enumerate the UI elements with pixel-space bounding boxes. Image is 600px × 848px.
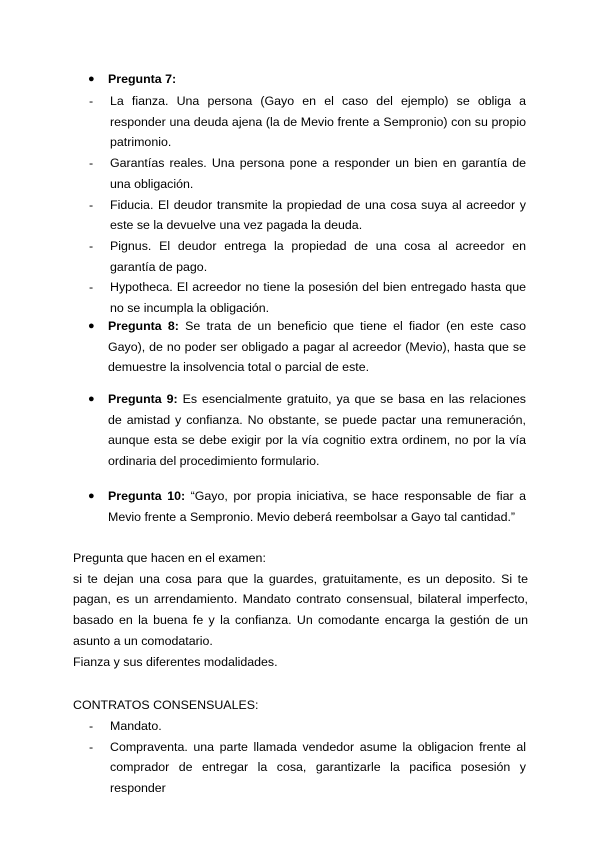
dash-icon: -: [89, 280, 94, 295]
bullet-icon: ●: [88, 393, 95, 405]
dash-icon: -: [89, 739, 94, 754]
q9-paragraph: [0, 389, 526, 472]
q9-text: Es esencialmente gratuito, ya que se basa en las relaciones de amistad y confianza. No obstante, se puede pactar una remuneración, aunque esta se debe exigir por la vía cognitio extra ordinem, no por la vía ordinaria del procedimiento formulario.: [108, 392, 526, 469]
q7-list: [0, 91, 526, 319]
q7-item-text: La fianza. Una persona (Gayo en el caso del ejemplo) se obliga a responder una deuda ajena (la de Mevio frente a Sempronio) con su propio patrimonio.: [110, 94, 526, 150]
q7-item-text: Pignus. El deudor entrega la propiedad de una cosa al acreedor en garantía de pago.: [110, 238, 526, 274]
contracts-item: [0, 716, 526, 737]
bullet-icon: ●: [88, 490, 95, 502]
q7-item: [0, 236, 526, 277]
contracts-item-text: Compraventa. una parte llamada vendedor asume la obligacion frente al comprador de entregar la cosa, garantizarle la pacifica posesión y responder: [110, 739, 526, 796]
dash-icon: -: [89, 238, 94, 253]
dash-icon: -: [89, 719, 94, 733]
q8-text: Se trata de un beneficio que tiene el fiador (en este caso Gayo), de no poder ser obligado a pagar al acreedor (Mevio), hasta que se demuestre la insolvencia total o parcial de este.: [108, 319, 526, 375]
q10-text: “Gayo, por propia iniciativa, se hace responsable de fiar a Mevio frente a Sempronio. Mevio deberá reembolsar a Gayo tal cantidad.”: [108, 489, 527, 524]
q7-label: Pregunta 7:: [108, 72, 177, 86]
q7-item: [0, 277, 526, 318]
contracts-list: [0, 716, 526, 799]
q10-label: Pregunta 10:: [108, 489, 186, 503]
q8-label: Pregunta 8:: [108, 319, 179, 333]
exam-heading: Pregunta que hacen en el examen:: [73, 551, 266, 565]
dash-icon: -: [89, 156, 94, 171]
exam-section: [73, 548, 528, 672]
contracts-heading: CONTRATOS CONSENSUALES:: [73, 698, 259, 712]
q7-heading: [0, 69, 526, 90]
exam-last-line: Fianza y sus diferentes modalidades.: [73, 654, 278, 669]
contracts-item-text: Mandato.: [110, 719, 162, 733]
bullet-icon: ●: [88, 73, 95, 85]
dash-icon: -: [89, 94, 94, 108]
q7-item-text: Hypotheca. El acreedor no tiene la posesión del bien entregado hasta que no se incumpla la obligación.: [110, 280, 526, 316]
q7-item-text: Garantías reales. Una persona pone a responder un bien en garantía de una obligación.: [110, 156, 526, 191]
q9-label: Pregunta 9:: [108, 392, 178, 406]
exam-body: si te dejan una cosa para que la guardes, gratuitamente, es un deposito. Si te pagan, es un arrendamiento. Mandato contrato consensual, bilateral imperfecto, basado en la buena fe y la confianza. Un comodante encarga la gestión de un asunto a un comodatario.: [73, 571, 528, 648]
q10-paragraph: [0, 486, 526, 527]
q7-item-text: Fiducia. El deudor transmite la propiedad de una cosa suya al acreedor y este se la devuelve una vez pagada la deuda.: [110, 197, 526, 233]
q7-item: [0, 195, 526, 236]
q7-item: [0, 91, 526, 153]
bullet-icon: ●: [88, 320, 95, 332]
q7-item: [0, 153, 526, 194]
contracts-item: [0, 737, 526, 799]
dash-icon: -: [89, 197, 94, 212]
q8-paragraph: [0, 316, 526, 378]
